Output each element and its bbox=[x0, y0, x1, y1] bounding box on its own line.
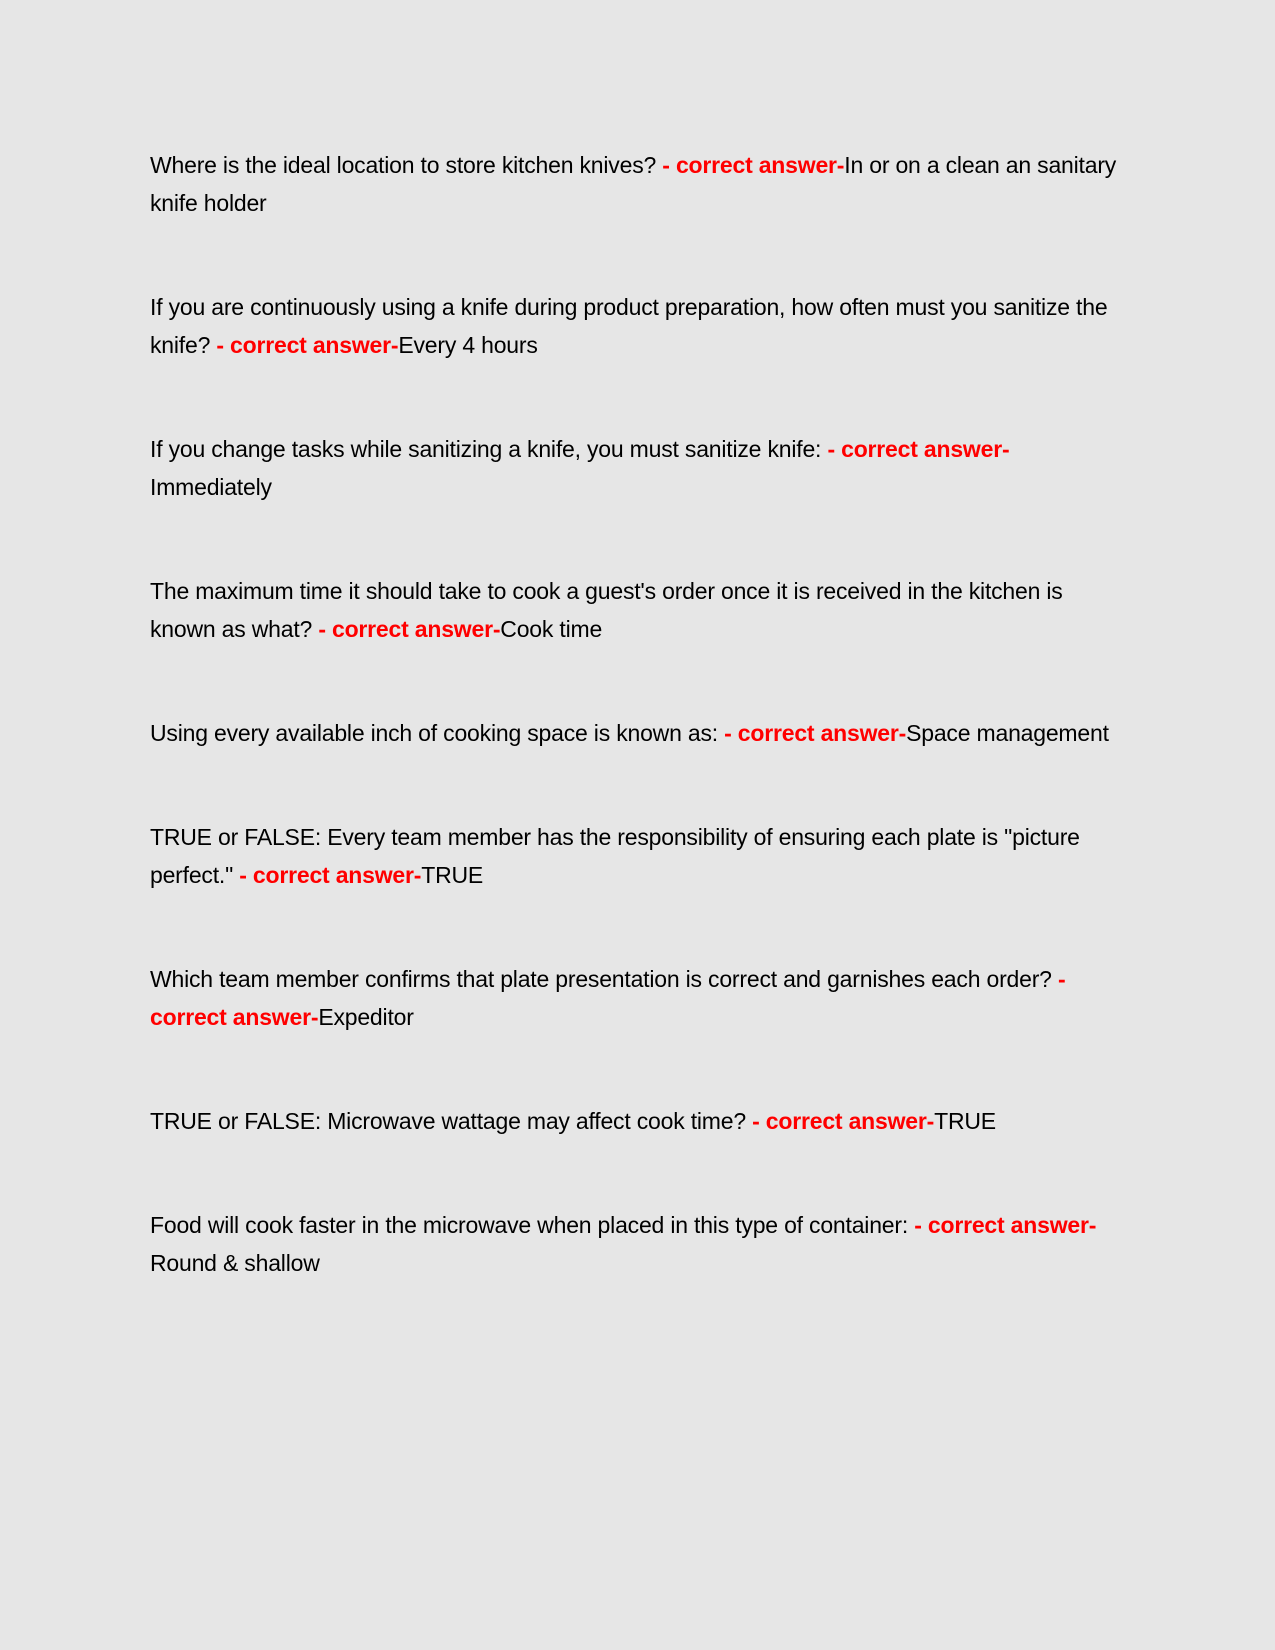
answer-text: Space management bbox=[906, 720, 1109, 746]
answer-text: Round & shallow bbox=[150, 1250, 320, 1276]
question-text: Food will cook faster in the microwave when placed in this type of container: bbox=[150, 1212, 909, 1238]
correct-answer-label: - correct answer- bbox=[216, 332, 399, 358]
document-body bbox=[150, 146, 1125, 1348]
answer-text: Expeditor bbox=[318, 1004, 414, 1030]
question-text: TRUE or FALSE: Microwave wattage may affect cook time? bbox=[150, 1108, 746, 1134]
qa-item bbox=[150, 818, 1125, 894]
question-text: If you change tasks while sanitizing a knife, you must sanitize knife: bbox=[150, 436, 822, 462]
correct-answer-label: - correct answer- bbox=[662, 152, 845, 178]
question-text: Which team member confirms that plate presentation is correct and garnishes each order? bbox=[150, 966, 1052, 992]
qa-item bbox=[150, 1206, 1125, 1282]
qa-item bbox=[150, 572, 1125, 648]
answer-text: Immediately bbox=[150, 474, 272, 500]
qa-item bbox=[150, 288, 1125, 364]
correct-answer-label: - correct answer- bbox=[318, 616, 501, 642]
answer-text: Every 4 hours bbox=[398, 332, 538, 358]
answer-text: Cook time bbox=[500, 616, 603, 642]
question-text: Using every available inch of cooking space is known as: bbox=[150, 720, 718, 746]
qa-item bbox=[150, 960, 1125, 1036]
answer-text: TRUE bbox=[934, 1108, 996, 1134]
correct-answer-label: - correct answer- bbox=[752, 1108, 935, 1134]
correct-answer-label: - correct answer- bbox=[239, 862, 422, 888]
qa-item bbox=[150, 146, 1125, 222]
question-text: The maximum time it should take to cook a guest's order once it is received in the kitchen is known as what? bbox=[150, 578, 1063, 642]
correct-answer-label: - correct answer- bbox=[150, 966, 1066, 1030]
question-text: Where is the ideal location to store kitchen knives? bbox=[150, 152, 657, 178]
answer-text: TRUE bbox=[421, 862, 484, 888]
correct-answer-label: - correct answer- bbox=[724, 720, 907, 746]
question-text: If you are continuously using a knife during product preparation, how often must you sanitize the knife? bbox=[150, 294, 1108, 358]
question-text: TRUE or FALSE: Every team member has the responsibility of ensuring each plate is "picture perfect." bbox=[150, 824, 1080, 888]
answer-text: In or on a clean an sanitary knife holder bbox=[150, 152, 1117, 216]
qa-item bbox=[150, 714, 1125, 752]
qa-item bbox=[150, 1102, 1125, 1140]
correct-answer-label: - correct answer- bbox=[827, 436, 1010, 462]
correct-answer-label: - correct answer- bbox=[914, 1212, 1097, 1238]
qa-item bbox=[150, 430, 1125, 506]
